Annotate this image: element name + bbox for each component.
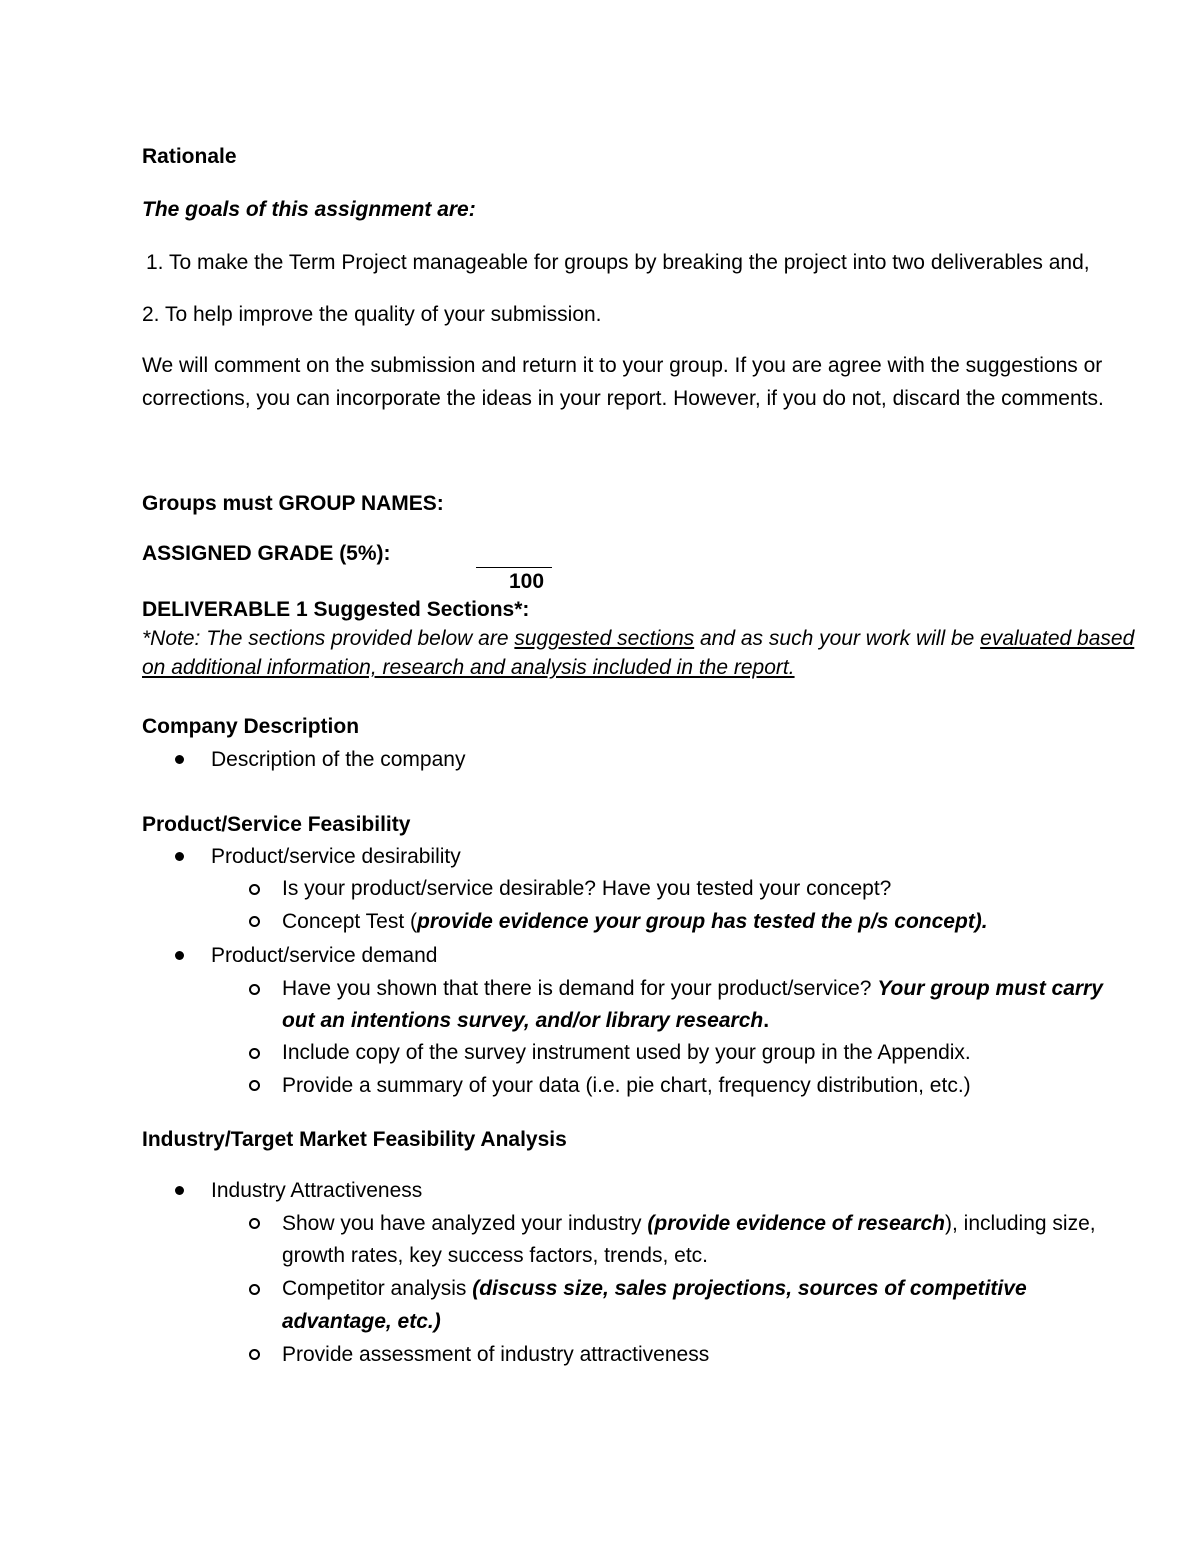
- industry-sub-1-line-2: growth rates, key success factors, trends, etc.: [282, 1244, 708, 1267]
- bullet-circle-icon: [249, 1048, 260, 1059]
- industry-sub-1-bold: (provide evidence of research: [647, 1212, 946, 1235]
- grade-blank-line: [476, 567, 552, 568]
- industry-sub-2-bold: (discuss size, sales projections, sources of competitive: [472, 1277, 1027, 1300]
- industry-sub-1-plain: Show you have analyzed your industry: [282, 1212, 648, 1235]
- bullet-circle-icon: [249, 884, 260, 895]
- note-part-2: suggested sections: [514, 627, 695, 650]
- industry-sub-3: Provide assessment of industry attractiveness: [282, 1343, 710, 1366]
- company-section-title: Company Description: [142, 715, 360, 738]
- product-sub-2: [282, 911, 988, 932]
- bullet-circle-icon: [249, 1349, 260, 1360]
- industry-sub-1-tail: ), including size,: [945, 1212, 1096, 1235]
- goals-intro: The goals of this assignment are:: [142, 198, 476, 221]
- industry-sub-1: [282, 1213, 1096, 1234]
- product-sub-3-bold: Your group must carry: [877, 977, 1103, 1000]
- product-sub-5: Provide a summary of your data (i.e. pie chart, frequency distribution, etc.): [282, 1074, 971, 1097]
- bullet-dot-icon: [175, 755, 184, 764]
- bullet-circle-icon: [249, 1218, 260, 1229]
- industry-section-title: Industry/Target Market Feasibility Analysis: [142, 1128, 567, 1151]
- industry-bullet-1: Industry Attractiveness: [211, 1179, 423, 1202]
- product-sub-3: [282, 978, 1103, 999]
- assigned-grade-label: ASSIGNED GRADE (5%):: [142, 542, 391, 565]
- group-names-label: Groups must GROUP NAMES:: [142, 492, 444, 515]
- industry-sub-2: [282, 1278, 1027, 1299]
- note-part-1: *Note: The sections provided below are: [142, 627, 515, 650]
- rationale-heading: Rationale: [142, 145, 237, 168]
- product-sub-3-line-2: [282, 1010, 769, 1031]
- bullet-dot-icon: [175, 951, 184, 960]
- product-sub-1: Is your product/service desirable? Have you tested your concept?: [282, 877, 892, 900]
- product-bullet-1: Product/service desirability: [211, 845, 461, 868]
- product-sub-2-plain: Concept Test (: [282, 910, 418, 933]
- bullet-dot-icon: [175, 852, 184, 861]
- bullet-circle-icon: [249, 1284, 260, 1295]
- bullet-circle-icon: [249, 984, 260, 995]
- comment-line-1: We will comment on the submission and return it to your group. If you are agree with the suggestions or: [142, 354, 1103, 377]
- industry-sub-2-plain: Competitor analysis: [282, 1277, 473, 1300]
- company-bullet-1: Description of the company: [211, 748, 466, 771]
- product-sub-3-tail: .: [763, 1009, 770, 1032]
- product-bullet-2: Product/service demand: [211, 944, 438, 967]
- bullet-dot-icon: [175, 1186, 184, 1195]
- comment-line-2: corrections, you can incorporate the ideas in your report. However, if you do not, discard the comments.: [142, 387, 1104, 410]
- note-line-1: [142, 628, 1134, 649]
- note-part-4: evaluated based: [980, 627, 1135, 650]
- bullet-circle-icon: [249, 1080, 260, 1091]
- grade-denominator: 100: [509, 570, 545, 593]
- industry-sub-2-line-2: advantage, etc.): [282, 1310, 441, 1333]
- product-sub-3-bold-line-2: out an intentions survey, and/or library research: [282, 1009, 764, 1032]
- note-line-2: on additional information, research and analysis included in the report.: [142, 656, 795, 679]
- goal-1: 1. To make the Term Project manageable for groups by breaking the project into two deliverables and,: [146, 251, 1090, 274]
- bullet-circle-icon: [249, 916, 260, 927]
- product-sub-2-bold: provide evidence your group has tested the p/s concept).: [417, 910, 988, 933]
- goal-2: 2. To help improve the quality of your submission.: [142, 303, 602, 326]
- product-section-title: Product/Service Feasibility: [142, 813, 411, 836]
- deliverable-heading: DELIVERABLE 1 Suggested Sections*:: [142, 598, 530, 621]
- product-sub-3-plain: Have you shown that there is demand for your product/service?: [282, 977, 878, 1000]
- product-sub-4: Include copy of the survey instrument used by your group in the Appendix.: [282, 1041, 971, 1064]
- note-part-3: and as such your work will be: [694, 627, 981, 650]
